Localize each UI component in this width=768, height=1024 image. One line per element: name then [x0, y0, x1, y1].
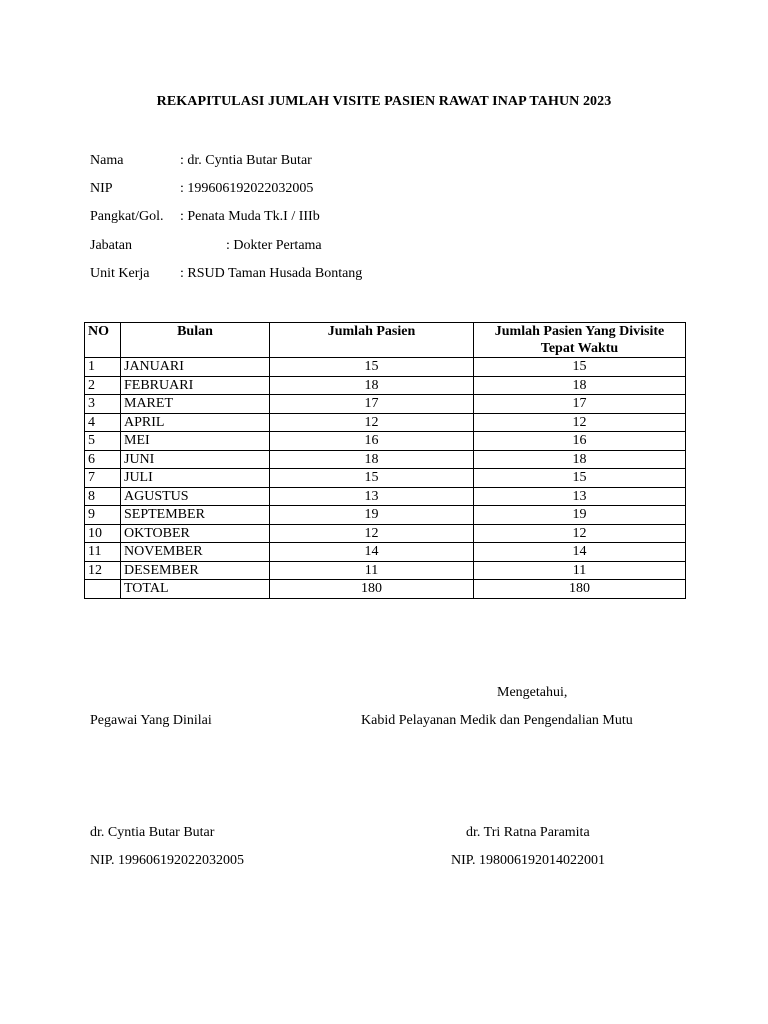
- cell-jumlah: 14: [270, 543, 474, 562]
- cell-tepat: 11: [474, 561, 686, 580]
- nip-label: NIP: [90, 181, 113, 196]
- table-row: [85, 450, 686, 469]
- nip-value: : 199606192022032005: [180, 181, 314, 196]
- cell-jumlah: 17: [270, 395, 474, 414]
- header-jumlah-tepat-waktu: Jumlah Pasien Yang Divisite Tepat Waktu: [474, 323, 686, 358]
- cell-bulan: OKTOBER: [121, 524, 270, 543]
- right-signer-name: dr. Tri Ratna Paramita: [466, 825, 590, 840]
- cell-tepat: 14: [474, 543, 686, 562]
- cell-jumlah: 13: [270, 487, 474, 506]
- cell-tepat: 12: [474, 524, 686, 543]
- cell-bulan: MEI: [121, 432, 270, 451]
- nama-value: : dr. Cyntia Butar Butar: [180, 153, 312, 168]
- table-total-row: [85, 580, 686, 599]
- cell-jumlah: 12: [270, 413, 474, 432]
- left-signer-nip: NIP. 199606192022032005: [90, 853, 245, 868]
- cell-tepat: 19: [474, 506, 686, 525]
- cell-tepat: 18: [474, 376, 686, 395]
- pangkat-label: Pangkat/Gol.: [90, 209, 164, 224]
- table-row: [85, 487, 686, 506]
- cell-jumlah: 15: [270, 469, 474, 488]
- total-label: TOTAL: [121, 580, 270, 599]
- cell-bulan: FEBRUARI: [121, 376, 270, 395]
- cell-jumlah: 18: [270, 376, 474, 395]
- cell-jumlah: 19: [270, 506, 474, 525]
- table-row: [85, 358, 686, 377]
- cell-bulan: JULI: [121, 469, 270, 488]
- cell-no: 1: [85, 358, 121, 377]
- document-title: REKAPITULASI JUMLAH VISITE PASIEN RAWAT INAP TAHUN 2023: [156, 94, 612, 109]
- cell-bulan: MARET: [121, 395, 270, 414]
- cell-bulan: APRIL: [121, 413, 270, 432]
- total-tepat: 180: [474, 580, 686, 599]
- table-row: [85, 376, 686, 395]
- unit-kerja-label: Unit Kerja: [90, 266, 150, 281]
- cell-jumlah: 16: [270, 432, 474, 451]
- cell-tepat: 18: [474, 450, 686, 469]
- recap-table: [84, 322, 686, 599]
- cell-no: 10: [85, 524, 121, 543]
- table-row: [85, 432, 686, 451]
- cell-jumlah: 15: [270, 358, 474, 377]
- nama-label: Nama: [90, 153, 124, 168]
- cell-bulan: JUNI: [121, 450, 270, 469]
- table-row: [85, 506, 686, 525]
- cell-no: 2: [85, 376, 121, 395]
- cell-tepat: 13: [474, 487, 686, 506]
- table-row: [85, 561, 686, 580]
- cell-jumlah: 11: [270, 561, 474, 580]
- cell-no: 7: [85, 469, 121, 488]
- cell-bulan: SEPTEMBER: [121, 506, 270, 525]
- cell-tepat: 15: [474, 469, 686, 488]
- table-row: [85, 469, 686, 488]
- total-jumlah: 180: [270, 580, 474, 599]
- pangkat-value: : Penata Muda Tk.I / IIIb: [180, 209, 320, 224]
- cell-jumlah: 18: [270, 450, 474, 469]
- cell-no: 11: [85, 543, 121, 562]
- unit-kerja-value: : RSUD Taman Husada Bontang: [180, 266, 363, 281]
- cell-bulan: AGUSTUS: [121, 487, 270, 506]
- cell-no: 12: [85, 561, 121, 580]
- cell-jumlah: 12: [270, 524, 474, 543]
- cell-tepat: 15: [474, 358, 686, 377]
- cell-no: 3: [85, 395, 121, 414]
- cell-no: 6: [85, 450, 121, 469]
- cell-no: 9: [85, 506, 121, 525]
- cell-no: 4: [85, 413, 121, 432]
- total-no-cell: [85, 580, 121, 599]
- table-row: [85, 413, 686, 432]
- right-signer-nip: NIP. 198006192014022001: [451, 853, 606, 868]
- cell-bulan: NOVEMBER: [121, 543, 270, 562]
- table-row: [85, 543, 686, 562]
- table-row: [85, 524, 686, 543]
- jabatan-label: Jabatan: [90, 238, 132, 253]
- table-header-row: [85, 323, 686, 358]
- right-signer-role: Kabid Pelayanan Medik dan Pengendalian Mutu: [361, 713, 633, 728]
- left-signer-role: Pegawai Yang Dinilai: [90, 713, 212, 728]
- cell-bulan: JANUARI: [121, 358, 270, 377]
- table-row: [85, 395, 686, 414]
- cell-bulan: DESEMBER: [121, 561, 270, 580]
- header-bulan: Bulan: [121, 323, 270, 358]
- header-jumlah-pasien: Jumlah Pasien: [270, 323, 474, 358]
- left-signer-name: dr. Cyntia Butar Butar: [90, 825, 215, 840]
- cell-tepat: 17: [474, 395, 686, 414]
- cell-no: 8: [85, 487, 121, 506]
- cell-no: 5: [85, 432, 121, 451]
- cell-tepat: 12: [474, 413, 686, 432]
- header-no: NO: [85, 323, 121, 358]
- cell-tepat: 16: [474, 432, 686, 451]
- jabatan-value: : Dokter Pertama: [226, 238, 322, 253]
- mengetahui-label: Mengetahui,: [497, 685, 568, 700]
